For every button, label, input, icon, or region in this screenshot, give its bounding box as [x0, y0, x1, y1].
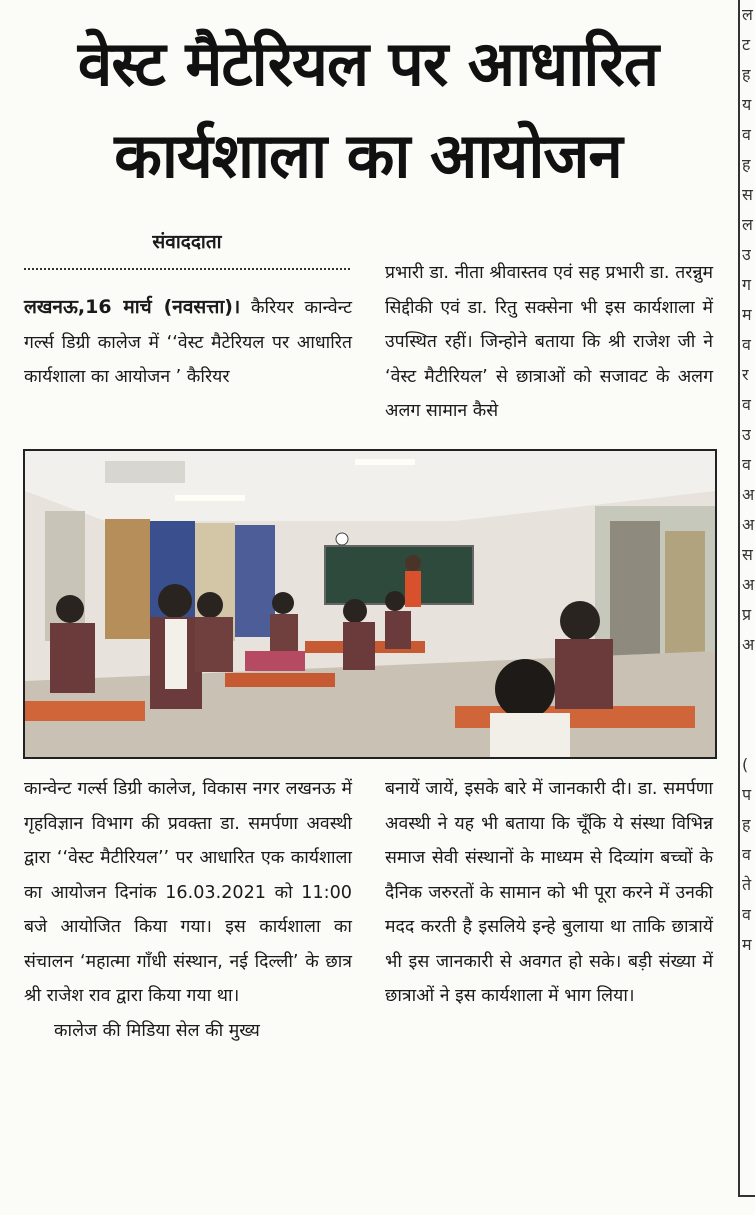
strip-char: व: [742, 845, 751, 864]
strip-char: ह: [742, 65, 751, 84]
article-column-3: [24, 772, 352, 1048]
strip-char: स: [742, 545, 753, 564]
strip-char: व: [742, 395, 751, 414]
strip-char: ट: [742, 35, 751, 54]
column-2-text: प्रभारी डा. नीता श्रीवास्तव एवं सह प्रभारी डा. तरन्नुम सिद्दीकी एवं डा. रितु सक्सेना भी इस कार्यशाला में उपस्थित रहीं। जिन्होने बताया कि श्री राजेश जी ने ‘वेस्ट मैटीरियल’ से छात्राओं को सजावट के अलग अलग सामान कैसे: [385, 263, 713, 421]
strip-char: (: [742, 755, 749, 774]
adjacent-article-strip: [738, 0, 755, 1197]
strip-char: उ: [742, 425, 751, 444]
strip-char: स: [742, 185, 753, 204]
article-column-1: [24, 290, 352, 395]
strip-char: ते: [742, 875, 752, 894]
strip-char: प्र: [742, 605, 752, 624]
classroom-illustration: [25, 451, 715, 757]
article-column-2: [385, 256, 713, 429]
strip-char: र: [742, 365, 749, 384]
column-4-text: बनायें जायें, इसके बारे में जानकारी दी। डा. समर्पणा अवस्थी ने यह भी बताया कि चूँकि ये संस्था विभिन्न समाज सेवी संस्थानों के माध्यम से दिव्यांग बच्चों के दैनिक जरुरतों के सामान को भी पूरा करने में उनकी मदद करती है इसलिये इन्हे बुलाया था ताकि छात्रायें भी इस जानकारी से अवगत हो सके। बड़ी संख्या में छात्राओं ने इस कार्यशाला में भाग लिया।: [385, 779, 713, 1006]
strip-char: अ: [742, 485, 755, 504]
column-1-text: कैरियर कान्वेन्ट गर्ल्स डिग्री कालेज में ‘‘वेस्ट मैटेरियल पर आधारित कार्यशाला का आयोजन ’ कैरियर: [24, 298, 352, 387]
strip-char: ल: [742, 5, 753, 24]
headline-line-1: वेस्ट मैटेरियल पर आधारित: [77, 27, 659, 100]
strip-char: [740, 720, 755, 750]
strip-char: व: [742, 125, 751, 144]
strip-char: व: [742, 335, 751, 354]
strip-char: ग: [742, 275, 752, 294]
strip-char: म: [742, 935, 752, 954]
strip-char: म: [742, 305, 752, 324]
strip-char: अ: [742, 575, 755, 594]
byline: संवाददाता: [152, 231, 222, 253]
strip-char: व: [742, 905, 751, 924]
strip-char: य: [742, 95, 752, 114]
strip-char: व: [742, 455, 751, 474]
dateline: लखनऊ,16 मार्च (नवसत्ता)।: [24, 296, 241, 318]
article-column-4: [385, 772, 713, 1014]
byline-divider: [24, 268, 350, 270]
strip-char: ल: [742, 215, 753, 234]
strip-char: [740, 660, 755, 690]
strip-char: अ: [742, 515, 755, 534]
workshop-photo: [23, 449, 717, 759]
column-3-text: कान्वेन्ट गर्ल्स डिग्री कालेज, विकास नगर लखनऊ में गृहविज्ञान विभाग की प्रवक्ता डा. समर्पणा अवस्थी द्वारा ‘‘वेस्ट मैटीरियल’’ पर आधारित एक कार्यशाला का आयोजन दिनांक 16.03.2021 को 11:00 बजे आयोजित किया गया। इस कार्यशाला का संचालन ‘महात्मा गाँधी संस्थान, नई दिल्ली’ के छात्र श्री राजेश राव द्वारा किया गया था।: [24, 779, 352, 1006]
column-3-text-2: कालेज की मिडिया सेल की मुख्य: [54, 1020, 260, 1041]
strip-char: अ: [742, 635, 755, 654]
strip-char: [740, 690, 755, 720]
headline-line-2: कार्यशाला का आयोजन: [114, 119, 622, 192]
strip-char: ह: [742, 155, 751, 174]
strip-char: प: [742, 785, 752, 804]
strip-char: ह: [742, 815, 751, 834]
strip-char: उ: [742, 245, 751, 264]
